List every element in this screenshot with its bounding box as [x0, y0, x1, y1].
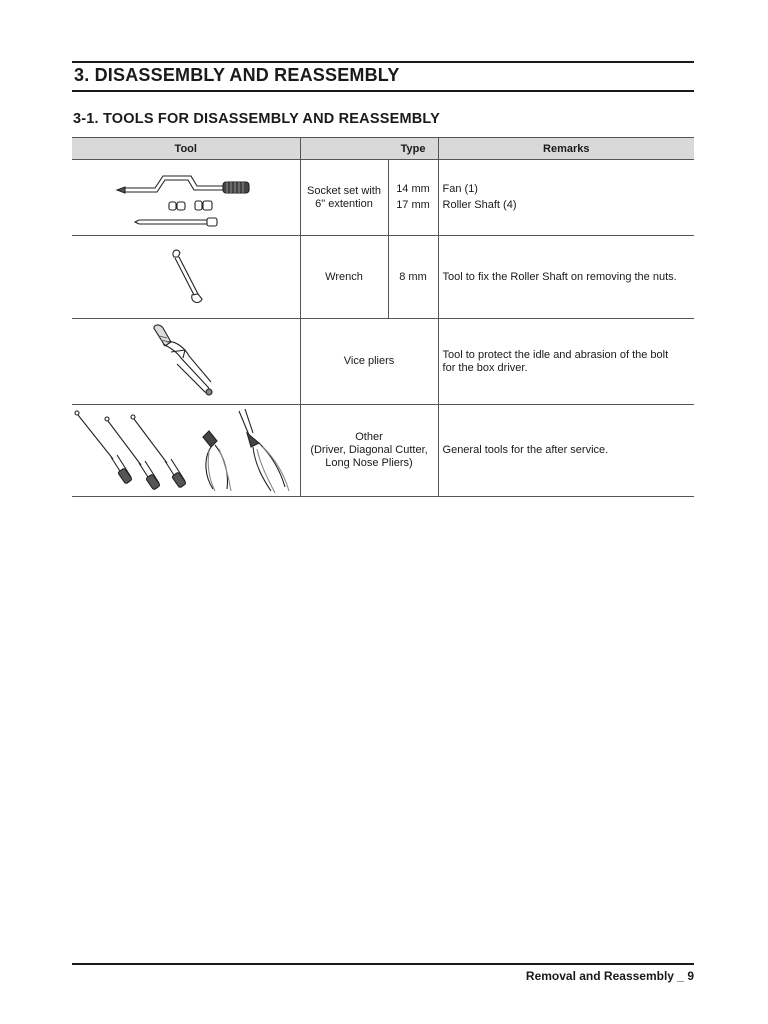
- tool-name-cell: [300, 160, 388, 236]
- socket-set-icon: [111, 168, 261, 228]
- section-title: 3-1. TOOLS FOR DISASSEMBLY AND REASSEMBLY: [73, 111, 441, 127]
- tool-remarks-cell: [438, 160, 694, 236]
- table-row: [72, 405, 694, 497]
- tool-type-cell: [388, 236, 438, 319]
- tool-image-cell: [72, 319, 300, 405]
- tool-name-line: Vice pliers: [343, 355, 395, 367]
- tool-remark-line: Roller Shaft (4): [442, 199, 517, 211]
- tool-remarks-cell: [438, 405, 694, 497]
- header-tool: Tool: [72, 138, 300, 160]
- tool-type-cell: [388, 160, 438, 236]
- tool-image-cell: [72, 405, 300, 497]
- tool-image-cell: [72, 160, 300, 236]
- tool-image-cell: [72, 236, 300, 319]
- wrench-icon: [156, 247, 216, 307]
- tools-table: [72, 137, 694, 497]
- tool-name-cell: [300, 405, 438, 497]
- table-row: [72, 236, 694, 319]
- tool-name-cell: [300, 319, 438, 405]
- tool-name-line: Other: [355, 431, 383, 443]
- tool-name-cell: [300, 236, 388, 319]
- header-remarks: Remarks: [438, 138, 694, 160]
- page-footer: Removal and Reassembly _ 9: [525, 969, 694, 983]
- top-rule: [72, 61, 694, 63]
- tool-remarks-cell: [438, 319, 694, 405]
- tool-name-line: Wrench: [325, 270, 363, 283]
- table-header-row: [72, 138, 694, 160]
- title-underline: [72, 90, 694, 92]
- tool-remark-line: Fan (1): [442, 183, 478, 195]
- table-row: [72, 319, 694, 405]
- header-type: Type: [300, 138, 438, 160]
- general-tools-icon: [73, 407, 299, 495]
- tool-type-line: 8 mm: [399, 270, 427, 283]
- tool-remarks-cell: [438, 236, 694, 319]
- tool-type-line: 14 mm: [396, 183, 430, 195]
- tool-remark-line: for the box driver.: [442, 361, 528, 374]
- footer-rule: [72, 963, 694, 965]
- tool-remark-line: Tool to fix the Roller Shaft on removing the nuts.: [442, 270, 677, 283]
- chapter-title: 3. DISASSEMBLY AND REASSEMBLY: [74, 65, 400, 85]
- table-row: [72, 160, 694, 236]
- tool-name-line: 6" extention: [315, 197, 373, 210]
- tool-name-line: Long Nose Pliers): [325, 457, 413, 469]
- tool-name-line: (Driver, Diagonal Cutter,: [310, 444, 428, 456]
- vice-pliers-icon: [141, 322, 231, 402]
- tool-name-line: Socket set with: [307, 184, 381, 197]
- tool-remark-line: General tools for the after service.: [442, 444, 609, 456]
- tool-remark-line: Tool to protect the idle and abrasion of the bolt: [442, 348, 669, 361]
- tool-type-line: 17 mm: [396, 199, 430, 211]
